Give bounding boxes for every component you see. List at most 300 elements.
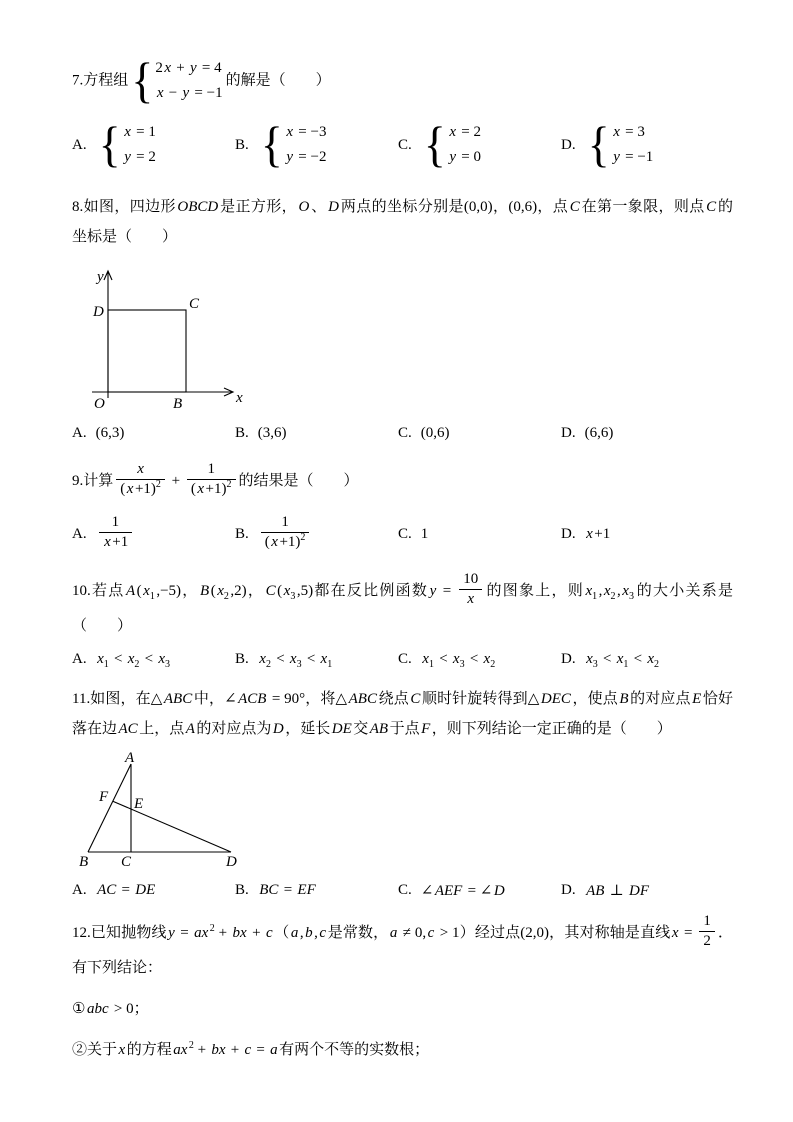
label-F: F — [99, 789, 109, 805]
text-run: （ — [274, 924, 290, 941]
math-var: x — [449, 124, 457, 140]
text-run: (3,6) — [257, 425, 287, 441]
left-brace: { — [260, 116, 283, 172]
math-var: B — [200, 582, 210, 599]
square-OBCD — [108, 310, 186, 392]
option-letter: B. — [235, 651, 249, 667]
math-var: y — [286, 149, 294, 165]
question-10-option-d — [561, 651, 661, 668]
text-run: = 0 — [457, 149, 481, 165]
text-run: 交 — [353, 721, 369, 737]
math-var: $x_2$ — [603, 582, 616, 602]
option-content — [585, 425, 614, 442]
math-var: c — [244, 1042, 252, 1058]
cases-row — [123, 145, 156, 170]
text-run: +1 — [112, 534, 129, 550]
option-content — [96, 515, 136, 554]
math-var: DE — [331, 721, 352, 737]
math-subscript: 2 — [265, 659, 271, 670]
text-run: + — [167, 472, 184, 489]
option-content — [96, 116, 159, 172]
option-letter: C. — [398, 136, 412, 153]
label-O: O — [94, 396, 105, 412]
text-run: 是正方形， — [219, 199, 297, 215]
math-var: $x_3$ — [452, 651, 465, 670]
text-run: 绕点 — [378, 691, 409, 707]
text-run: < — [303, 651, 320, 667]
math-var: ax — [194, 924, 209, 941]
text-run: + — [227, 1042, 243, 1058]
math-var: x — [613, 124, 620, 140]
math-var: c — [265, 924, 273, 941]
math-var: A — [185, 721, 195, 737]
math-subscript: 3 — [592, 659, 598, 670]
question-10-option-a — [72, 651, 235, 668]
fraction-denominator — [187, 479, 236, 499]
text-run: 1 — [703, 913, 711, 929]
text-run: 的对应点 — [630, 691, 691, 707]
text-run: ( — [277, 582, 283, 599]
option-content — [96, 651, 172, 668]
option-letter: C. — [398, 526, 412, 542]
option-letter: B. — [235, 136, 249, 153]
fraction-numerator — [261, 513, 310, 532]
text-run: 的解是（ ） — [225, 72, 331, 89]
math-superscript: 2 — [155, 479, 161, 490]
option-content — [421, 116, 484, 172]
question-12-conclusion-2 — [72, 1035, 733, 1065]
text-run: 上，点 — [139, 721, 185, 737]
math-var: $x_3$ — [622, 582, 634, 602]
text-run: 9.计算 — [72, 472, 114, 489]
math-var: $x_1$ — [422, 651, 434, 670]
math-var: $x_3$ — [283, 582, 296, 602]
text-run: < — [435, 651, 452, 667]
math-var: $x_1$ — [143, 582, 155, 602]
text-run: ≠ 0, — [398, 924, 427, 941]
text-run: 2 — [703, 933, 711, 949]
text-run: 10.若点 — [72, 582, 125, 599]
triangle-lines — [88, 764, 231, 852]
text-run: + — [248, 924, 265, 941]
math-var: AC — [97, 882, 117, 898]
math-var: $x_3$ — [289, 651, 302, 670]
text-run: < — [140, 651, 157, 667]
question-9-option-d — [561, 526, 610, 543]
label-E: E — [134, 796, 144, 812]
text-run: 的图象上，则 — [485, 582, 584, 599]
math-var: ACB — [238, 691, 267, 707]
math-var: ax — [173, 1042, 188, 1058]
math-var: x — [124, 124, 131, 140]
math-var: $x_1$ — [320, 651, 333, 670]
math-var: $x_1$ — [97, 651, 109, 670]
math-var: ABC — [348, 691, 377, 707]
option-letter: B. — [235, 882, 249, 898]
question-11-option-c — [398, 881, 561, 900]
math-var: C — [706, 199, 717, 215]
math-cases — [131, 52, 223, 108]
math-var: $x_1$ — [616, 651, 629, 670]
math-var: OBCD — [177, 199, 219, 215]
math-var: c — [319, 924, 327, 941]
math-subscript: 2 — [490, 659, 496, 670]
question-9-option-a — [72, 515, 235, 554]
question-11-options — [72, 881, 733, 900]
math-var: AB — [369, 721, 389, 737]
option-content — [421, 651, 497, 668]
text-run: +1) — [134, 481, 156, 497]
math-var: EF — [297, 882, 316, 898]
text-run: ∠ — [420, 883, 434, 899]
text-run: = −1 — [621, 149, 654, 165]
question-11-figure — [76, 752, 733, 879]
question-7-option-b — [235, 116, 398, 172]
label-x: x — [236, 390, 243, 406]
label-D: D — [226, 854, 237, 870]
text-run: ( — [120, 481, 126, 497]
math-var: C — [410, 691, 421, 707]
fraction-numerator — [187, 460, 236, 479]
text-run: = — [279, 882, 296, 898]
math-fraction — [187, 460, 236, 499]
math-var: ABC — [163, 691, 193, 707]
math-var: AB — [586, 883, 605, 899]
math-var: $x_2$ — [483, 651, 496, 670]
question-8-figure — [84, 264, 733, 419]
math-var: y — [168, 924, 175, 941]
option-content — [421, 881, 506, 900]
text-run: (6,3) — [95, 425, 125, 441]
text-run: = — [680, 924, 697, 941]
math-var: c — [427, 924, 435, 941]
math-var: x — [467, 591, 475, 607]
text-run: 的方程 — [126, 1042, 172, 1058]
text-run: = −1 — [190, 85, 223, 101]
text-run: ②关于 — [72, 1042, 118, 1058]
math-var: DE — [135, 882, 156, 898]
text-run: ,2)， — [230, 582, 265, 599]
cases-row — [155, 56, 222, 81]
text-run: 、 — [310, 199, 327, 215]
math-var: y — [449, 149, 457, 165]
question-7-options — [72, 116, 733, 172]
math-var: $x_1$ — [585, 582, 598, 602]
text-run: = −2 — [294, 149, 327, 165]
question-11-option-b — [235, 882, 398, 899]
left-brace: { — [131, 52, 154, 108]
text-run: 中，∠ — [193, 691, 237, 707]
label-B: B — [173, 396, 183, 412]
math-subscript: 3 — [628, 590, 634, 602]
fraction-numerator — [459, 570, 482, 589]
math-superscript: 2 — [209, 922, 215, 934]
text-run: ．有下列结论： — [72, 924, 733, 976]
math-fraction — [699, 912, 715, 951]
question-8-options — [72, 425, 733, 442]
text-run: ，则下列结论一定正确的是（ ） — [431, 721, 672, 737]
option-letter: B. — [235, 425, 249, 441]
option-content — [585, 881, 651, 900]
option-content — [258, 116, 330, 172]
math-subscript: 2 — [654, 659, 660, 670]
text-run: < — [466, 651, 483, 667]
text-run: +1) — [279, 534, 301, 550]
question-11-option-a — [72, 882, 235, 899]
math-var: $x_3$ — [586, 651, 598, 670]
cases-rows — [448, 120, 481, 170]
left-brace: { — [587, 116, 610, 172]
math-subscript: 2 — [610, 590, 616, 602]
text-run: 的坐标是（ ） — [72, 199, 733, 245]
cases-row — [612, 145, 654, 170]
math-var: x — [586, 526, 593, 542]
fraction-numerator — [699, 912, 715, 931]
option-letter: D. — [561, 882, 576, 898]
math-var: x — [286, 124, 294, 140]
math-var: D — [272, 721, 284, 737]
question-9-option-b — [235, 515, 398, 554]
text-run: < — [599, 651, 616, 667]
text-run: 2 — [155, 60, 163, 76]
question-7 — [72, 52, 733, 172]
option-content — [96, 882, 157, 899]
text-run: 1 — [111, 514, 120, 530]
text-run: 两点的坐标分别是(0,0)，(0,6)，点 — [340, 199, 569, 215]
option-letter: D. — [561, 651, 576, 667]
text-run: ,5)都在反比例函数 — [296, 582, 429, 599]
math-subscript: 3 — [290, 590, 296, 602]
option-letter: B. — [235, 526, 249, 542]
text-run: = — [437, 582, 457, 599]
text-run: = — [117, 882, 134, 898]
left-brace: { — [98, 116, 121, 172]
math-fraction — [116, 460, 165, 499]
text-run: = 2 — [132, 149, 156, 165]
text-run: , — [314, 924, 318, 941]
fraction-denominator — [261, 532, 310, 552]
math-subscript: 1 — [623, 659, 629, 670]
math-var: AC — [118, 721, 138, 737]
text-run: = — [176, 924, 193, 941]
text-run: ,−5)， — [156, 582, 199, 599]
label-C: C — [121, 854, 132, 870]
option-content — [258, 425, 287, 442]
math-cases — [260, 116, 327, 172]
math-subscript: 2 — [223, 590, 229, 602]
math-var: $x_2$ — [259, 651, 271, 670]
label-C: C — [189, 296, 200, 312]
math-var: a — [270, 1042, 278, 1058]
question-8-option-b — [235, 425, 398, 442]
text-run: < — [110, 651, 127, 667]
math-var: x — [197, 481, 205, 497]
option-content — [421, 425, 450, 442]
axes-and-square — [92, 271, 233, 398]
text-run: 的大小关系是（ ） — [72, 582, 733, 634]
text-run: +1 — [594, 526, 611, 542]
math-subscript: 3 — [296, 659, 302, 670]
figure-labels — [92, 269, 243, 412]
question-11 — [72, 684, 733, 900]
fraction-denominator — [459, 589, 482, 609]
math-var: abc — [86, 1001, 109, 1017]
text-run: 11.如图，在△ — [72, 691, 163, 707]
text-run: ( — [264, 534, 270, 550]
math-var: F — [421, 721, 431, 737]
text-run: < — [629, 651, 646, 667]
text-run: = — [252, 1042, 269, 1058]
option-letter: A. — [72, 136, 87, 153]
question-10-stem — [72, 572, 733, 641]
math-var: y — [124, 149, 131, 165]
question-10-options — [72, 651, 733, 668]
math-var: $x_3$ — [158, 651, 171, 670]
option-content — [258, 515, 313, 554]
segment-AB — [88, 764, 131, 852]
rotated-triangle-figure — [76, 752, 266, 874]
text-run: (6,6) — [584, 425, 614, 441]
text-run: = −3 — [294, 124, 327, 140]
text-run: , — [598, 582, 603, 599]
option-letter: C. — [398, 651, 412, 667]
math-var: DEC — [540, 691, 571, 707]
question-9-stem — [72, 462, 733, 501]
math-superscript: 2 — [188, 1040, 194, 1051]
cases-row — [285, 120, 327, 145]
math-var: x — [271, 534, 278, 550]
text-run: , — [617, 582, 621, 599]
math-var: b — [305, 924, 313, 941]
option-letter: D. — [561, 425, 576, 441]
text-run: , — [299, 924, 304, 941]
label-B: B — [79, 854, 89, 870]
text-run: ① — [72, 1001, 86, 1017]
text-run: = 1 — [132, 124, 156, 140]
text-run: (0,6) — [420, 425, 450, 441]
math-var: y — [182, 85, 190, 101]
option-letter: A. — [72, 651, 87, 667]
option-content — [421, 526, 429, 543]
cases-row — [285, 145, 327, 170]
fraction-numerator — [116, 460, 165, 479]
question-8-option-d — [561, 425, 613, 442]
option-letter: C. — [398, 882, 412, 898]
text-run: 恰好落在边 — [72, 691, 733, 737]
question-11-option-d — [561, 881, 651, 900]
math-subscript: 3 — [459, 659, 465, 670]
question-8-option-c — [398, 425, 561, 442]
math-var: D — [328, 199, 339, 215]
question-12-conclusion-1 — [72, 994, 733, 1024]
fraction-numerator — [99, 513, 133, 532]
text-run: > 0； — [110, 1001, 149, 1017]
math-var: C — [569, 199, 580, 215]
math-var: y — [429, 582, 437, 599]
cases-rows — [123, 120, 156, 170]
option-content — [258, 882, 317, 899]
text-run: 1 — [281, 514, 289, 530]
question-10 — [72, 572, 733, 668]
option-letter: D. — [561, 526, 576, 542]
question-7-option-c — [398, 116, 561, 172]
math-var: DF — [629, 883, 650, 899]
option-letter: A. — [72, 526, 87, 542]
text-run: 1 — [420, 526, 429, 542]
question-9 — [72, 462, 733, 554]
text-run: 12.已知抛物线 — [72, 924, 167, 941]
question-12-stem — [72, 914, 733, 983]
text-run: = 90°，将△ — [267, 691, 348, 707]
option-content — [585, 651, 661, 668]
text-run: ( — [190, 481, 196, 497]
option-letter: A. — [72, 425, 87, 441]
text-run: 的结果是（ ） — [238, 472, 359, 489]
math-fraction — [261, 513, 310, 552]
text-run: 7.方程组 — [72, 72, 129, 89]
question-9-options — [72, 515, 733, 554]
option-content — [96, 425, 125, 442]
text-run: 是常数， — [327, 924, 389, 941]
label-D: D — [93, 304, 104, 320]
text-run: ( — [136, 582, 142, 599]
text-run: 8.如图，四边形 — [72, 199, 176, 215]
cases-row — [612, 120, 654, 145]
question-12 — [72, 914, 733, 1065]
text-run: + — [193, 1042, 210, 1058]
text-run: = 2 — [457, 124, 481, 140]
text-run: 在第一象限，则点 — [581, 199, 705, 215]
coordinate-square-figure — [84, 264, 246, 414]
question-8 — [72, 192, 733, 442]
math-var: A — [126, 582, 136, 599]
math-var: x — [137, 461, 144, 477]
cases-row — [123, 120, 156, 145]
text-run: + — [172, 60, 189, 76]
math-var: y — [190, 60, 197, 76]
option-content — [585, 116, 657, 172]
math-var: x — [104, 534, 111, 550]
fraction-denominator — [699, 931, 715, 951]
text-run: 10 — [463, 571, 479, 587]
question-10-option-b — [235, 651, 398, 668]
math-subscript: 1 — [592, 590, 598, 602]
option-letter: D. — [561, 136, 576, 153]
math-cases — [423, 116, 481, 172]
question-7-option-a — [72, 116, 235, 172]
text-run: < — [272, 651, 289, 667]
text-run: ，延长 — [285, 721, 331, 737]
math-fraction — [99, 513, 133, 552]
math-var: $x_2$ — [647, 651, 660, 670]
text-run: 1 — [207, 461, 215, 477]
text-run: > 1）经过点(2,0)，其对称轴是直线 — [435, 924, 671, 941]
option-content — [258, 651, 334, 668]
text-run: − — [165, 85, 181, 101]
math-var: x — [164, 60, 172, 76]
math-var: E — [692, 691, 702, 707]
option-letter: C. — [398, 425, 412, 441]
math-subscript: 1 — [149, 590, 155, 602]
text-run: 顺时针旋转得到△ — [421, 691, 540, 707]
text-run: ，使点 — [572, 691, 618, 707]
left-brace: { — [423, 116, 446, 172]
option-content — [585, 526, 611, 543]
text-run: 有两个不等的实数根； — [279, 1042, 430, 1058]
option-letter: A. — [72, 882, 87, 898]
math-var: a — [389, 924, 398, 941]
fraction-denominator — [99, 532, 133, 552]
